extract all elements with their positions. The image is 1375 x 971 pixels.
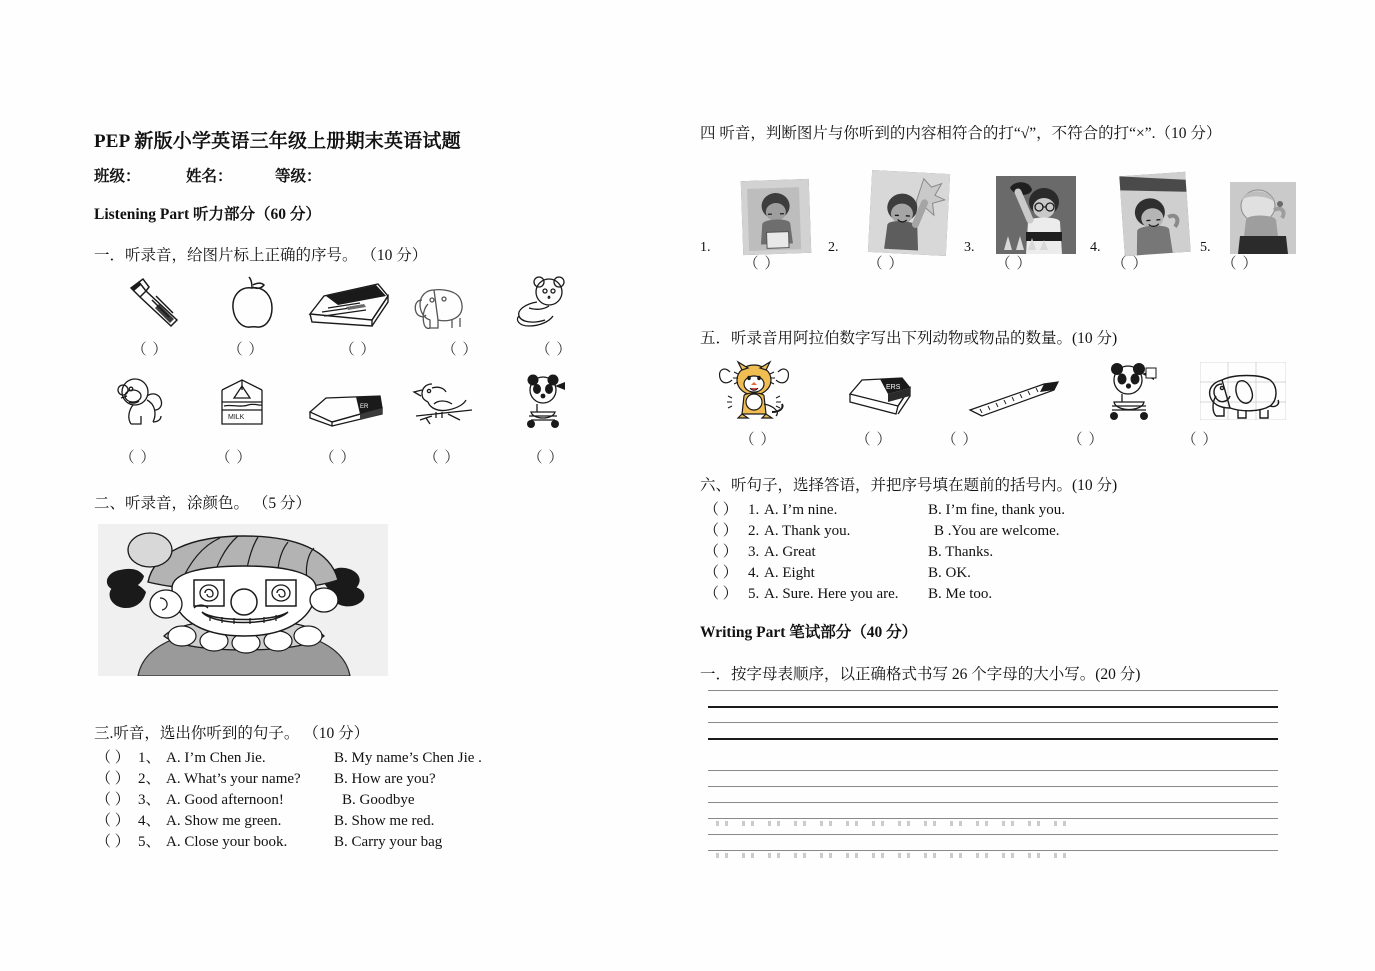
- ex3-option-a-4[interactable]: A. Show me green.: [166, 813, 282, 829]
- student-id-row: [94, 164, 461, 186]
- writing-smudge-2: [716, 853, 1066, 858]
- apple-icon: [204, 270, 300, 332]
- ex3-option-b-5[interactable]: B. Carry your bag: [334, 834, 443, 850]
- writing-line-3: [708, 722, 1278, 723]
- elephant-icon: [1200, 362, 1286, 420]
- panda-icon: [496, 368, 592, 430]
- ex5-blank-2[interactable]: [826, 428, 922, 449]
- class-field-label: 班级：: [94, 168, 141, 185]
- writing-line-5: [708, 770, 1278, 771]
- ex6-number-4: 4.: [748, 565, 760, 581]
- ex4-blank-1[interactable]: [714, 252, 810, 273]
- ruler-icon: [966, 376, 1066, 420]
- ex1-blank-1[interactable]: [102, 338, 198, 359]
- ex1-answer-row-1: [94, 338, 594, 360]
- ex3-option-a-2[interactable]: A. What’s your name?: [166, 771, 301, 787]
- writing-smudge-1: [716, 821, 1066, 826]
- ex3-heading: 三.听音，选出你听到的句子。 （10 分）: [94, 725, 370, 742]
- page-title: PEP 新版小学英语三年级上册期末英语试题: [94, 131, 461, 152]
- ex3-option-a-3[interactable]: A. Good afternoon!: [166, 792, 284, 808]
- ex3-item-2: [94, 768, 594, 789]
- writing-line-7: [708, 802, 1278, 803]
- ex4-blank-3[interactable]: [966, 252, 1062, 273]
- ex3-number-1: 1、: [138, 750, 161, 766]
- ex3-item-1: [94, 747, 594, 768]
- ex6-item-5: [700, 583, 1278, 604]
- ex6-option-a-2[interactable]: A. Thank you.: [764, 523, 851, 539]
- name-field-label: 姓名：: [186, 168, 233, 185]
- svg-text:ER: ER: [360, 404, 369, 410]
- ex3-item-3: [94, 789, 594, 810]
- child-writing-photo: [1119, 172, 1190, 256]
- ex5-blank-1[interactable]: [710, 428, 806, 449]
- ex1-picture-row-1: [94, 270, 594, 332]
- ex6-option-b-3[interactable]: B. Thanks.: [928, 544, 994, 560]
- writing-line-1: [708, 690, 1278, 691]
- listening-part-title: Listening Part 听力部分（60 分）: [94, 206, 321, 223]
- ex6-option-a-3[interactable]: A. Great: [764, 544, 816, 560]
- ex1-blank-10[interactable]: [498, 446, 594, 467]
- ex1-blank-5[interactable]: [506, 338, 602, 359]
- monkey-icon: [94, 368, 190, 430]
- ex6-option-a-5[interactable]: A. Sure. Here you are.: [764, 586, 899, 602]
- ex3-bracket-2[interactable]: （ ）: [96, 771, 130, 787]
- ex4-answer-row: [700, 252, 1278, 274]
- clown-face-picture: [98, 524, 388, 676]
- writing-line-9: [708, 834, 1278, 835]
- ex3-bracket-5[interactable]: （ ）: [96, 834, 130, 850]
- ex6-option-a-4[interactable]: A. Eight: [764, 565, 815, 581]
- ex3-option-a-5[interactable]: A. Close your book.: [166, 834, 288, 850]
- ex6-option-b-2[interactable]: B .You are welcome.: [934, 523, 1060, 539]
- ex3-question-list: [94, 747, 594, 852]
- ex3-option-b-1[interactable]: B. My name’s Chen Jie .: [334, 750, 482, 766]
- ex6-option-a-1[interactable]: A. I’m nine.: [764, 502, 838, 518]
- ex5-answer-row: [700, 428, 1278, 450]
- ex6-bracket-1[interactable]: （ ）: [704, 502, 738, 518]
- ex3-bracket-1[interactable]: （ ）: [96, 750, 130, 766]
- ex5-heading: 五．听录音用阿拉伯数字写出下列动物或物品的数量。(10 分): [700, 330, 1118, 347]
- ex1-blank-2[interactable]: [198, 338, 294, 359]
- child-reading-photo: [741, 179, 812, 255]
- svg-text:MILK: MILK: [228, 414, 245, 421]
- eraser-icon: [298, 368, 394, 430]
- ex6-heading: 六、听句子，选择答语，并把序号填在题前的括号内。(10 分): [700, 477, 1118, 494]
- grade-field-label: 等级：: [275, 168, 322, 185]
- milk-carton-icon: [194, 368, 290, 430]
- pen-icon: [108, 270, 204, 332]
- ex4-number-4: 4.: [1090, 240, 1101, 255]
- ex1-blank-9[interactable]: [394, 446, 490, 467]
- ex2-heading: 二、听录音，涂颜色。 （5 分）: [94, 495, 312, 512]
- child-sitting-photo: [1230, 182, 1296, 254]
- child-raising-hand-photo: [868, 170, 950, 256]
- ex1-blank-6[interactable]: [90, 446, 186, 467]
- ex3-number-4: 4、: [138, 813, 161, 829]
- ex3-option-b-2[interactable]: B. How are you?: [334, 771, 436, 787]
- ex3-number-5: 5、: [138, 834, 161, 850]
- eraser-icon: [840, 368, 920, 420]
- ex3-item-4: [94, 810, 594, 831]
- ex6-number-3: 3.: [748, 544, 760, 560]
- ex1-blank-8[interactable]: [290, 446, 386, 467]
- ex4-number-1: 1.: [700, 240, 711, 255]
- ex1-picture-row-2: [94, 368, 594, 430]
- child-with-hat-photo: [996, 176, 1076, 254]
- ex5-picture-row: [700, 358, 1278, 420]
- writing-ex1-heading: 一．按字母表顺序，以正确格式书写 26 个字母的大小写。(20 分): [700, 666, 1141, 683]
- ex6-bracket-3[interactable]: （ ）: [704, 544, 738, 560]
- svg-text:ERS: ERS: [886, 384, 901, 391]
- writing-lines-area[interactable]: [708, 688, 1278, 848]
- ex4-blank-5[interactable]: [1192, 252, 1288, 273]
- ex3-option-a-1[interactable]: A. I’m Chen Jie.: [166, 750, 266, 766]
- ex6-option-b-4[interactable]: B. OK.: [928, 565, 971, 581]
- ex4-picture-row: [700, 168, 1278, 256]
- ex4-blank-2[interactable]: [838, 252, 934, 273]
- ex1-blank-4[interactable]: [412, 338, 508, 359]
- ex3-number-2: 2、: [138, 771, 161, 787]
- bear-icon: [492, 270, 588, 332]
- ex6-option-b-5[interactable]: B. Me too.: [928, 586, 993, 602]
- ex4-number-3: 3.: [964, 240, 975, 255]
- writing-line-10: [708, 850, 1278, 851]
- bird-icon: [394, 368, 490, 430]
- writing-line-6: [708, 786, 1278, 787]
- ex6-item-1: [700, 499, 1278, 520]
- ex6-bracket-4[interactable]: （ ）: [704, 565, 738, 581]
- ex3-option-b-3[interactable]: B. Goodbye: [342, 792, 415, 808]
- ex3-item-5: [94, 831, 594, 852]
- ex6-bracket-2[interactable]: （ ）: [704, 523, 738, 539]
- ex6-number-2: 2.: [748, 523, 760, 539]
- ex6-bracket-5[interactable]: （ ）: [704, 586, 738, 602]
- ex4-number-5: 5.: [1200, 240, 1211, 255]
- ex6-question-list: [700, 499, 1278, 604]
- ex6-option-b-1[interactable]: B. I’m fine, thank you.: [928, 502, 1066, 518]
- ex5-blank-5[interactable]: [1152, 428, 1248, 449]
- writing-line-8: [708, 818, 1278, 819]
- ex5-blank-3[interactable]: [912, 428, 1008, 449]
- ex1-heading: 一．听录音，给图片标上正确的序号。 （10 分）: [94, 247, 428, 264]
- ex1-blank-7[interactable]: [186, 446, 282, 467]
- writing-part-title: Writing Part 笔试部分（40 分）: [700, 624, 918, 641]
- ex3-number-3: 3、: [138, 792, 161, 808]
- elephant-icon: [396, 270, 492, 332]
- tiger-icon: [714, 360, 794, 420]
- ex4-blank-4[interactable]: [1082, 252, 1178, 273]
- ex1-answer-row-2: [94, 446, 594, 468]
- ex3-bracket-3[interactable]: （ ）: [96, 792, 130, 808]
- ex6-item-3: [700, 541, 1278, 562]
- ex5-blank-4[interactable]: [1038, 428, 1134, 449]
- writing-line-2: [708, 706, 1278, 708]
- ex3-bracket-4[interactable]: （ ）: [96, 813, 130, 829]
- ex6-number-1: 1.: [748, 502, 760, 518]
- pencil-case-icon: [300, 270, 396, 332]
- panda-icon: [1092, 360, 1172, 420]
- ex6-item-2: [700, 520, 1278, 541]
- ex4-heading: 四 听音，判断图片与你听到的内容相符合的打“√”，不符合的打“×”.（10 分）: [700, 125, 1222, 142]
- ex1-blank-3[interactable]: [310, 338, 406, 359]
- writing-line-4: [708, 738, 1278, 740]
- ex6-item-4: [700, 562, 1278, 583]
- ex6-number-5: 5.: [748, 586, 760, 602]
- ex3-option-b-4[interactable]: B. Show me red.: [334, 813, 435, 829]
- ex4-number-2: 2.: [828, 240, 839, 255]
